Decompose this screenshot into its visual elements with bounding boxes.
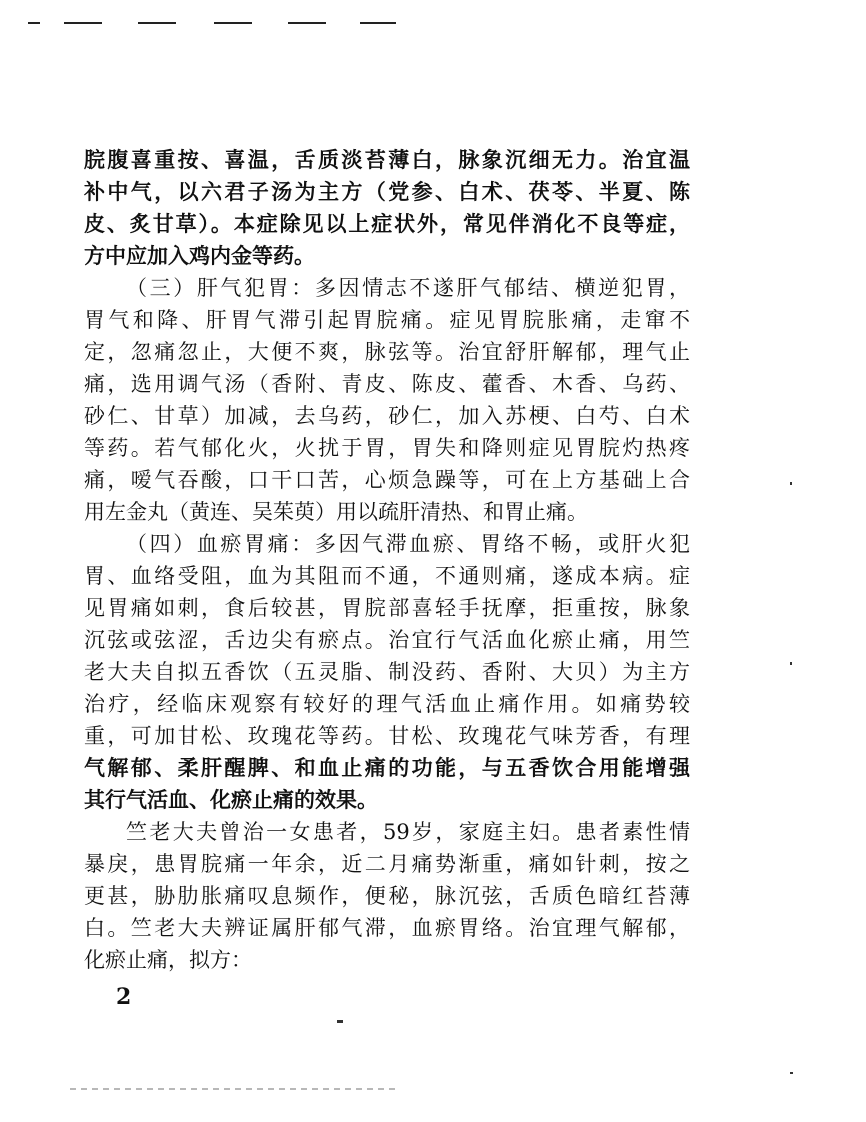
header-dash [138, 22, 176, 24]
scan-speck [790, 482, 792, 485]
text-line: 胃、血络受阻，血为其阻而不通，不通则痛，遂成本病。症 [84, 564, 690, 588]
text-line: 治疗，经临床观察有较好的理气活血止痛作用。如痛势较 [84, 692, 690, 716]
header-dash [28, 22, 40, 24]
text-line: 补中气，以六君子汤为主方（党参、白术、茯苓、半夏、陈 [84, 179, 690, 204]
text-line: 痛，嗳气吞酸，口干口苦，心烦急躁等，可在上方基础上合 [84, 468, 690, 492]
text-line: 白。竺老大夫辨证属肝郁气滞，血瘀胃络。治宜理气解郁， [84, 916, 690, 940]
scan-speck [337, 1020, 343, 1023]
header-dash [288, 22, 326, 24]
text-line: 气解郁、柔肝醒脾、和血止痛的功能，与五香饮合用能增强 [84, 755, 690, 780]
text-line: （三）肝气犯胃：多因情志不遂肝气郁结、横逆犯胃， [126, 276, 690, 300]
text-line: 方中应加入鸡内金等药。 [84, 243, 315, 268]
scan-speck [790, 1072, 793, 1074]
text-line: 脘腹喜重按、喜温，舌质淡苔薄白，脉象沉细无力。治宜温 [84, 147, 690, 172]
text-line: 暴戾，患胃脘痛一年余，近二月痛势渐重，痛如针刺，按之 [84, 852, 690, 876]
text-line: 沉弦或弦涩，舌边尖有瘀点。治宜行气活血化瘀止痛，用竺 [84, 628, 690, 652]
text-line: 胃气和降、肝胃气滞引起胃脘痛。症见胃脘胀痛，走窜不 [84, 308, 690, 332]
text-line: 见胃痛如刺，食后较甚，胃脘部喜轻手抚摩，拒重按，脉象 [84, 596, 690, 620]
page-number: 2 [116, 984, 132, 1010]
text-line: 重，可加甘松、玫瑰花等药。甘松、玫瑰花气味芳香，有理 [84, 724, 690, 748]
text-line: 砂仁、甘草）加减，去乌药，砂仁，加入苏梗、白芍、白术 [84, 404, 690, 428]
text-line: 更甚，胁肋胀痛叹息频作，便秘，脉沉弦，舌质色暗红苔薄 [84, 884, 690, 908]
text-line: 痛，选用调气汤（香附、青皮、陈皮、藿香、木香、乌药、 [84, 372, 690, 396]
scan-noise [70, 1088, 400, 1090]
header-dash [64, 22, 102, 24]
header-dash [360, 22, 396, 24]
text-line: （四）血瘀胃痛：多因气滞血瘀、胃络不畅，或肝火犯 [126, 532, 690, 556]
header-dash [214, 22, 252, 24]
body-text [84, 144, 690, 976]
scan-speck [790, 662, 792, 665]
text-line: 老大夫自拟五香饮（五灵脂、制没药、香附、大贝）为主方 [84, 660, 690, 684]
text-line: 皮、炙甘草）。本症除见以上症状外，常见伴消化不良等症， [84, 211, 690, 236]
text-line: 其行气活血、化瘀止痛的效果。 [84, 787, 378, 812]
text-line: 化瘀止痛，拟方： [84, 948, 252, 972]
text-line: 等药。若气郁化火，火扰于胃，胃失和降则症见胃脘灼热疼 [84, 436, 690, 460]
text-line: 用左金丸（黄连、吴茱萸）用以疏肝清热、和胃止痛。 [84, 500, 588, 524]
text-line: 竺老大夫曾治一女患者，59岁，家庭主妇。患者素性情 [126, 820, 690, 844]
text-line: 定，忽痛忽止，大便不爽，脉弦等。治宜舒肝解郁，理气止 [84, 340, 690, 364]
